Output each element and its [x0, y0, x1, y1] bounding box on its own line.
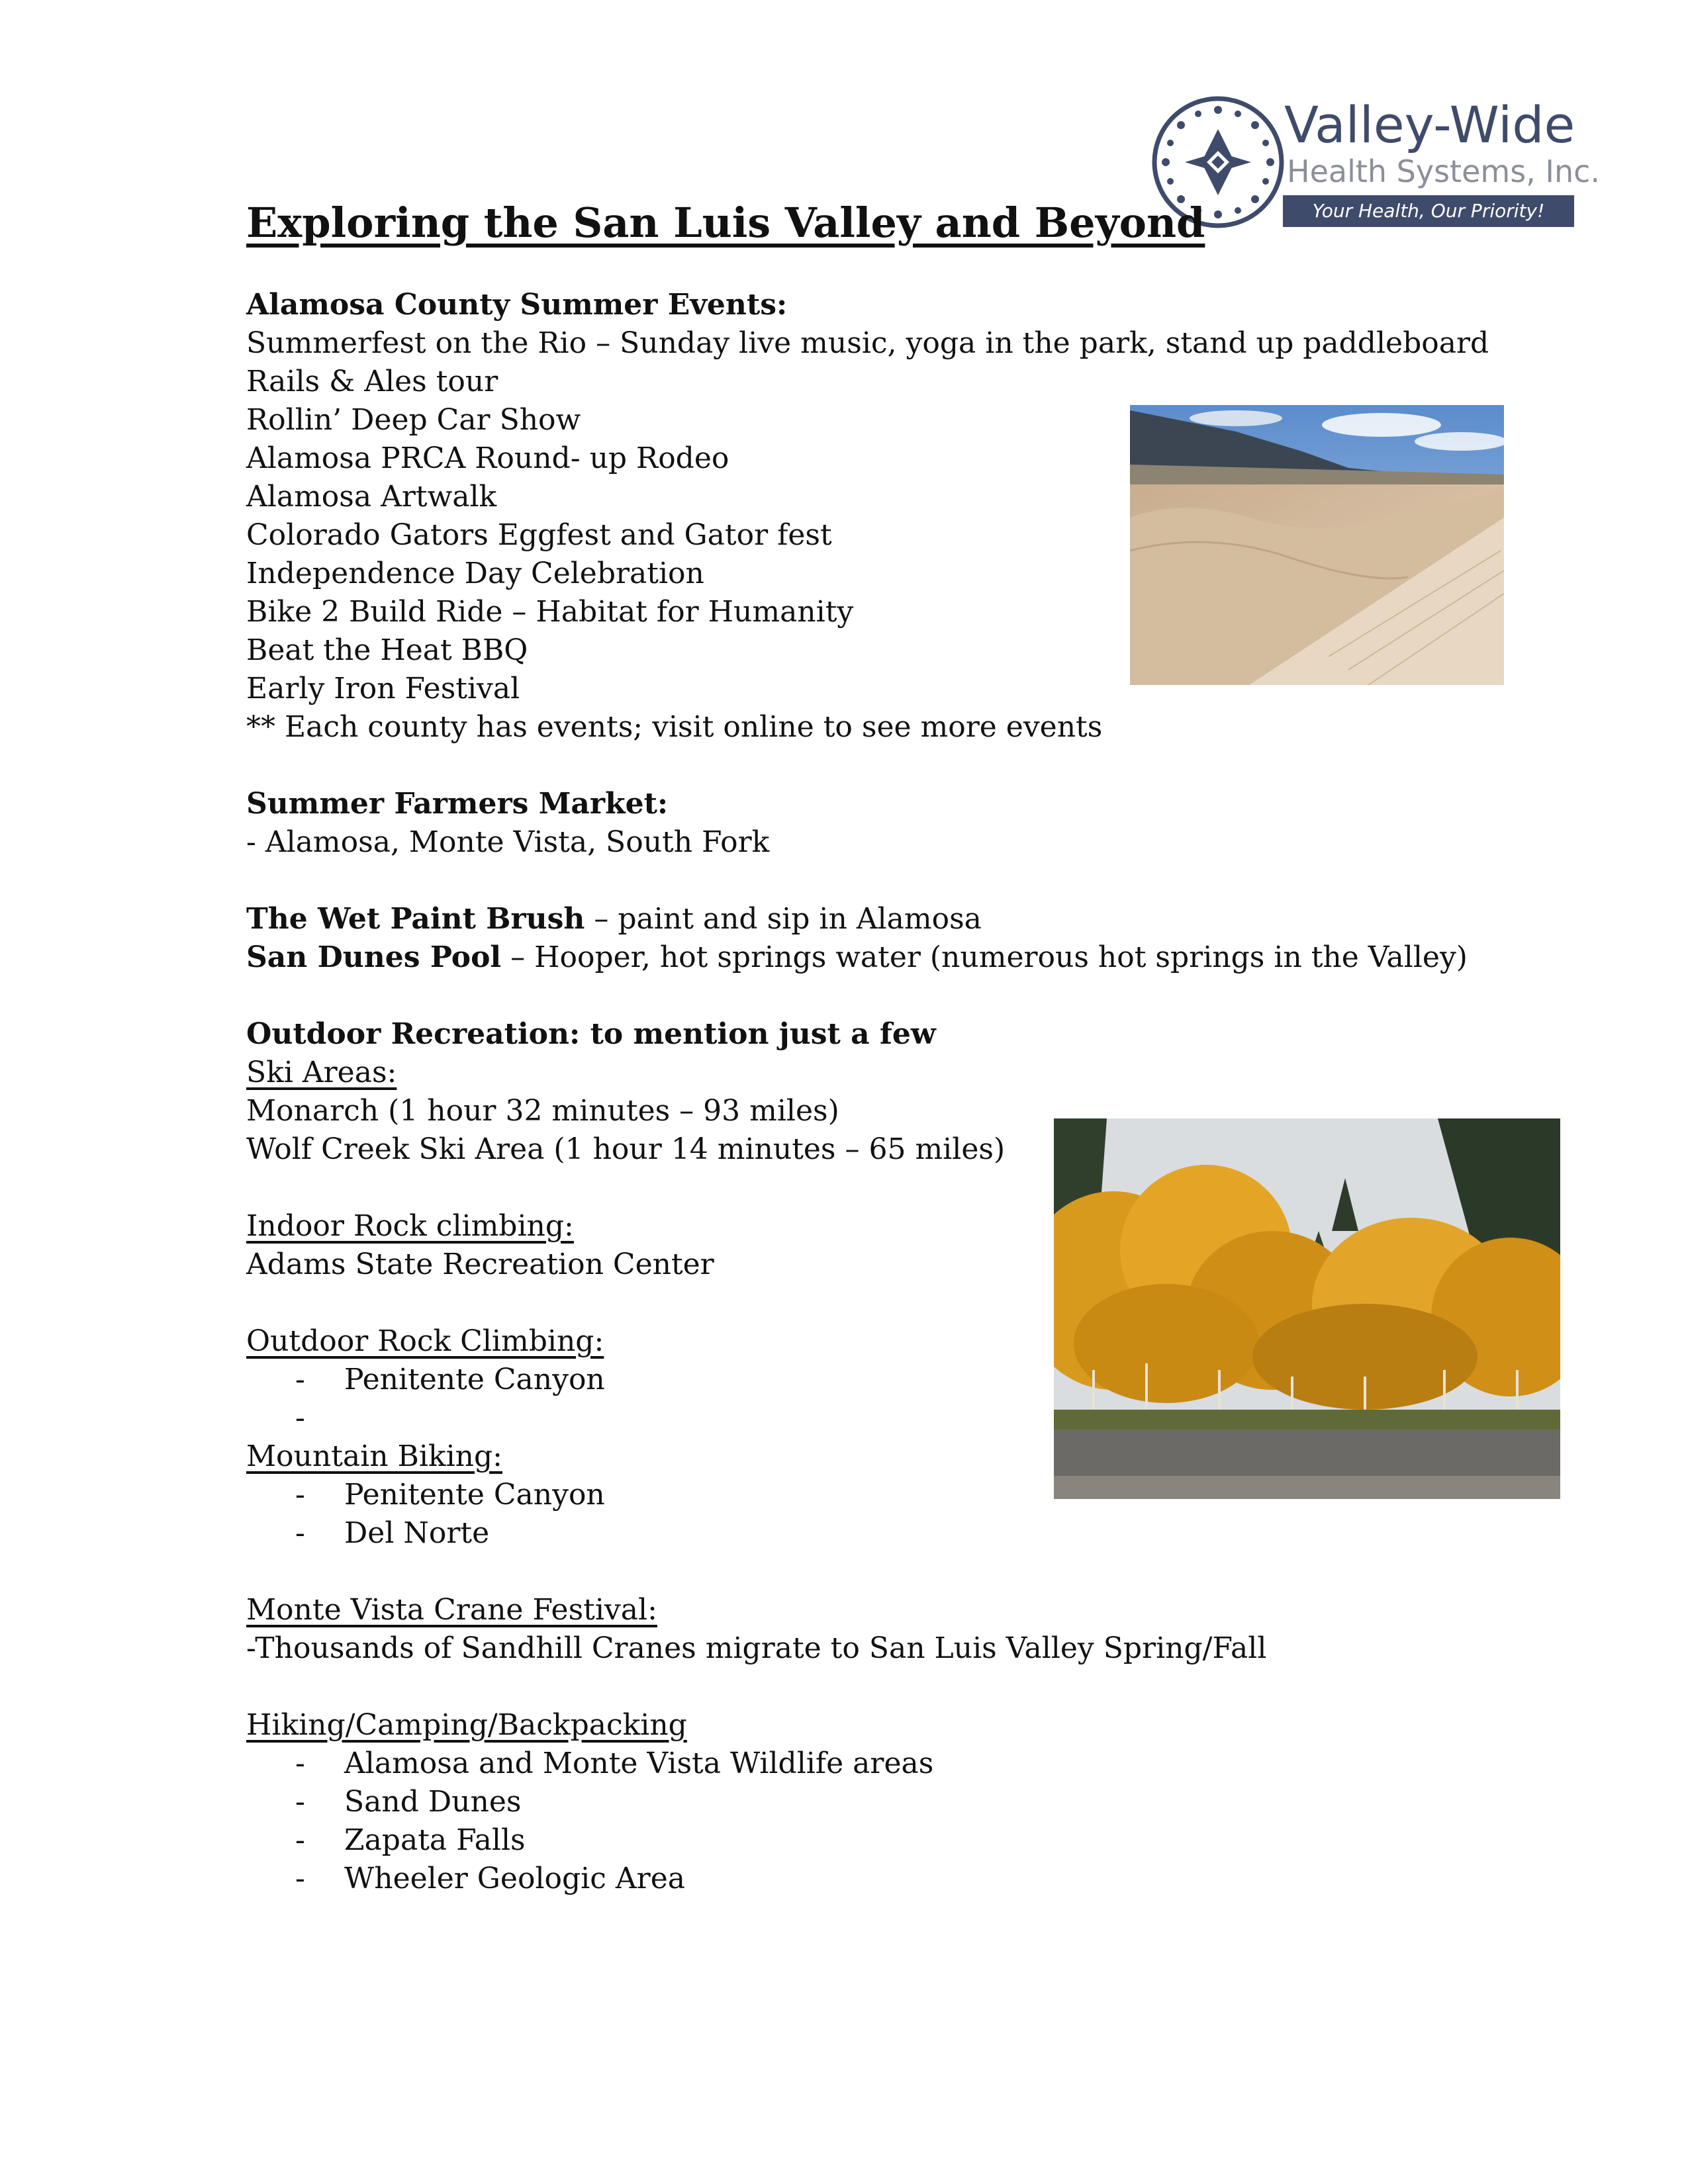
events-note: ** Each county has events; visit online to see more events [246, 710, 1103, 744]
list-item: Wolf Creek Ski Area (1 hour 14 minutes – 65 miles) [246, 1132, 1006, 1166]
list-item: Alamosa PRCA Round- up Rodeo [246, 441, 729, 475]
indoor-climbing-location: Adams State Recreation Center [246, 1248, 714, 1281]
list-item: Alamosa Artwalk [246, 480, 497, 514]
outdoor-climbing-heading: Outdoor Rock Climbing: [246, 1324, 604, 1358]
list-item: Wheeler Geologic Area [344, 1862, 685, 1895]
crane-festival-heading: Monte Vista Crane Festival: [246, 1593, 657, 1627]
bullet-dash: - [295, 1785, 305, 1819]
list-item: Penitente Canyon [344, 1363, 605, 1396]
outdoor-recreation-heading: Outdoor Recreation: to mention just a few [246, 1017, 936, 1051]
logo-name: Valley-Wide [1284, 95, 1575, 154]
summer-events-heading: Alamosa County Summer Events: [246, 288, 788, 322]
list-item: Colorado Gators Eggfest and Gator fest [246, 518, 832, 552]
bullet-dash: - [295, 1862, 305, 1895]
bullet-dash: - [295, 1823, 305, 1857]
list-item: Sand Dunes [344, 1785, 522, 1819]
hiking-heading: Hiking/Camping/Backpacking [246, 1708, 687, 1742]
sand-dunes-photo [1130, 405, 1504, 685]
pool-desc: – Hooper, hot springs water (numerous hot springs in the Valley) [501, 940, 1468, 974]
pool-name: San Dunes Pool [246, 940, 502, 974]
crane-festival-text: -Thousands of Sandhill Cranes migrate to San Luis Valley Spring/Fall [246, 1631, 1267, 1665]
logo-subtitle: Health Systems, Inc. [1287, 154, 1601, 189]
list-item: Beat the Heat BBQ [246, 633, 528, 667]
list-item: Rollin’ Deep Car Show [246, 403, 581, 437]
page-title: Exploring the San Luis Valley and Beyond [246, 199, 1205, 247]
company-logo [1152, 93, 1601, 232]
list-item: Summerfest on the Rio – Sunday live music, yoga in the park, stand up paddleboard [246, 326, 1489, 360]
list-item: Monarch (1 hour 32 minutes – 93 miles) [246, 1094, 839, 1128]
list-item: Bike 2 Build Ride – Habitat for Humanity [246, 595, 854, 629]
indoor-climbing-heading: Indoor Rock climbing: [246, 1209, 574, 1243]
wet-paint-name: The Wet Paint Brush [246, 902, 585, 936]
list-item: Zapata Falls [344, 1823, 526, 1857]
wet-paint-line [246, 900, 982, 938]
logo-tagline: Your Health, Our Priority! [1283, 195, 1574, 227]
aspen-trees-photo [1054, 1118, 1560, 1499]
farmers-market-locations: - Alamosa, Monte Vista, South Fork [246, 825, 770, 859]
bullet-dash: - [295, 1747, 305, 1780]
ski-areas-heading: Ski Areas: [246, 1056, 397, 1089]
bullet-dash: - [295, 1478, 305, 1512]
list-item: Penitente Canyon [344, 1478, 605, 1512]
list-item: Alamosa and Monte Vista Wildlife areas [344, 1747, 934, 1780]
bullet-dash: - [295, 1363, 305, 1396]
farmers-market-heading: Summer Farmers Market: [246, 787, 669, 821]
pool-line [246, 938, 1468, 977]
list-item: Early Iron Festival [246, 672, 520, 705]
list-item: Independence Day Celebration [246, 557, 704, 590]
bullet-dash: - [295, 1516, 305, 1550]
bullet-dash: - [295, 1401, 305, 1435]
list-item: Del Norte [344, 1516, 490, 1550]
mountain-biking-heading: Mountain Biking: [246, 1439, 502, 1473]
wet-paint-desc: – paint and sip in Alamosa [585, 902, 982, 936]
list-item: Rails & Ales tour [246, 365, 498, 398]
